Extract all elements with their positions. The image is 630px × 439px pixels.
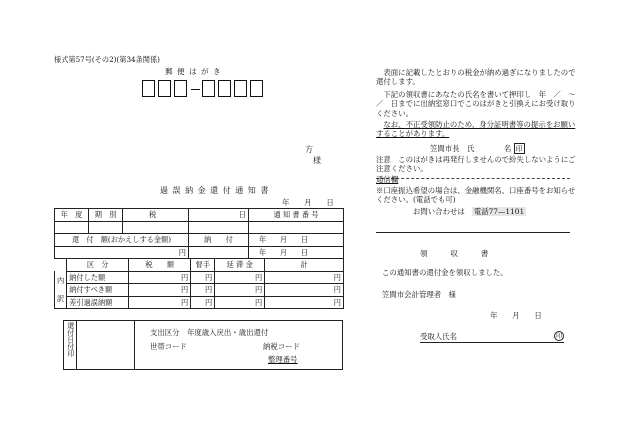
phone-number: 電話77—1101 bbox=[473, 207, 525, 216]
header-zeigaku: 税 額 bbox=[129, 259, 191, 272]
issue-date: 年 月 日 bbox=[282, 198, 334, 207]
header-kei: 計 bbox=[265, 259, 344, 272]
address-suffix-kata: 方 bbox=[305, 145, 313, 154]
header-nendo: 年 度 bbox=[55, 209, 89, 222]
label-uchiwake: 内 訳 bbox=[55, 271, 67, 309]
breakdown-table bbox=[54, 258, 344, 309]
postcard-heading: 郵 便 は が き bbox=[165, 67, 222, 76]
caution-note: 注意 このはがきは再発行しませんので紛失しないようにご注意ください。 bbox=[376, 155, 576, 174]
cell-en: 円 bbox=[129, 296, 191, 309]
notice-paragraph-1: 表面に記載したとおりの税金が納め過ぎになりましたので還付します。 bbox=[376, 68, 576, 87]
cell-en: 円 bbox=[129, 271, 191, 284]
recipient-line bbox=[420, 332, 564, 343]
postal-box-2 bbox=[158, 80, 171, 97]
treasurer-name: 笠間市会計管理者 様 bbox=[382, 290, 456, 299]
header-zei: 税 bbox=[123, 209, 189, 222]
table-row bbox=[55, 246, 344, 259]
table-row bbox=[55, 221, 344, 234]
row-label-nofu-subeki: 納付すべき額 bbox=[67, 284, 129, 297]
noufu-date: 年 月 日 bbox=[249, 234, 344, 247]
row-label-nofu-shita: 納付した額 bbox=[67, 271, 129, 284]
recipient-label: 受取人氏名 bbox=[420, 332, 457, 341]
receipt-divider bbox=[376, 232, 570, 233]
table-row bbox=[55, 234, 344, 247]
postal-box-5 bbox=[218, 80, 231, 97]
stamp-area bbox=[77, 320, 135, 370]
cell-en: 円 bbox=[191, 296, 215, 309]
cell-en: 円 bbox=[215, 284, 265, 297]
mayor-name-line bbox=[430, 143, 525, 154]
receipt-text: この通知書の還付金を領収しました。 bbox=[382, 268, 508, 277]
cell-en: 円 bbox=[265, 296, 344, 309]
table-row bbox=[55, 271, 344, 284]
postal-dash bbox=[191, 89, 200, 90]
header-tsuchi-bango: 通 知 書 番 号 bbox=[249, 209, 344, 222]
expense-category: 支出区分 年度歳入戻出・歳出還付 bbox=[150, 328, 269, 337]
receipt-date: 年 月 日 bbox=[490, 311, 542, 320]
header-kibetsu: 期 別 bbox=[89, 209, 123, 222]
table-row bbox=[55, 259, 344, 272]
refund-table bbox=[54, 208, 344, 259]
cell-en: 円 bbox=[215, 271, 265, 284]
noufu-date-2: 年 月 日 bbox=[249, 246, 344, 259]
table-row bbox=[55, 296, 344, 309]
postal-box-4 bbox=[202, 80, 215, 97]
divider bbox=[376, 178, 570, 179]
receipt-title: 領 収 書 bbox=[420, 249, 489, 258]
cell-en: 円 bbox=[191, 271, 215, 284]
header-entai: 延 滞 金 bbox=[215, 259, 265, 272]
document-title: 過 誤 納 金 還 付 通 知 書 bbox=[160, 186, 270, 195]
cell-en: 円 bbox=[215, 296, 265, 309]
label-noufu: 納 付 bbox=[189, 234, 249, 247]
stamp-label: 還付日付印 bbox=[66, 322, 75, 357]
kanpu-amount-en: 円 bbox=[55, 246, 189, 259]
mayor-name-label: 笠間市長 氏 名 bbox=[430, 144, 512, 153]
mayor-seal: 印 bbox=[515, 145, 523, 153]
tax-payment-code: 納税コード bbox=[263, 342, 300, 351]
inquiry-line bbox=[413, 207, 526, 216]
form-number: 様式第57号(その2)(第34条関係) bbox=[54, 55, 160, 64]
row-label-sashihiki: 差引過誤納額 bbox=[67, 296, 129, 309]
cell-en: 円 bbox=[265, 284, 344, 297]
header-tokusoku: 督手 bbox=[191, 259, 215, 272]
reference-number: 整理番号 bbox=[268, 355, 298, 364]
postal-box-7 bbox=[250, 80, 263, 97]
inquiry-label: お問い合わせは bbox=[413, 207, 465, 216]
postal-box-1 bbox=[142, 80, 155, 97]
cell-en: 円 bbox=[265, 271, 344, 284]
label-kanpu-gaku: 還 付 額(おかえしする金額) bbox=[55, 234, 189, 247]
communication-heading: 通信欄 bbox=[376, 175, 399, 184]
transfer-note: ※口座振込希望の場合は、金融機関名、口座番号をお知らせください。(電話でも可) bbox=[376, 186, 576, 205]
notice-paragraph-2: 下記の領収書にあなたの氏名を書いて押印し 年 ／ 〜 ／ 日までに出納室窓口でこのはがきと引換えにお受け取りください。 bbox=[376, 90, 583, 118]
table-row bbox=[55, 209, 344, 222]
postal-box-3 bbox=[174, 80, 187, 97]
recipient-seal: 印 bbox=[555, 333, 562, 340]
cell-en: 円 bbox=[191, 284, 215, 297]
header-hi: 日 bbox=[189, 209, 249, 222]
household-code: 世帯コード bbox=[150, 342, 187, 351]
notice-paragraph-3: なお、不正受領防止のため、身分証明書等の提示をお願いすることがあります。 bbox=[376, 120, 576, 139]
table-row bbox=[55, 284, 344, 297]
cell-en: 円 bbox=[129, 284, 191, 297]
header-kubun: 区 分 bbox=[67, 259, 129, 272]
address-suffix-sama: 様 bbox=[313, 156, 321, 165]
postal-box-6 bbox=[234, 80, 247, 97]
